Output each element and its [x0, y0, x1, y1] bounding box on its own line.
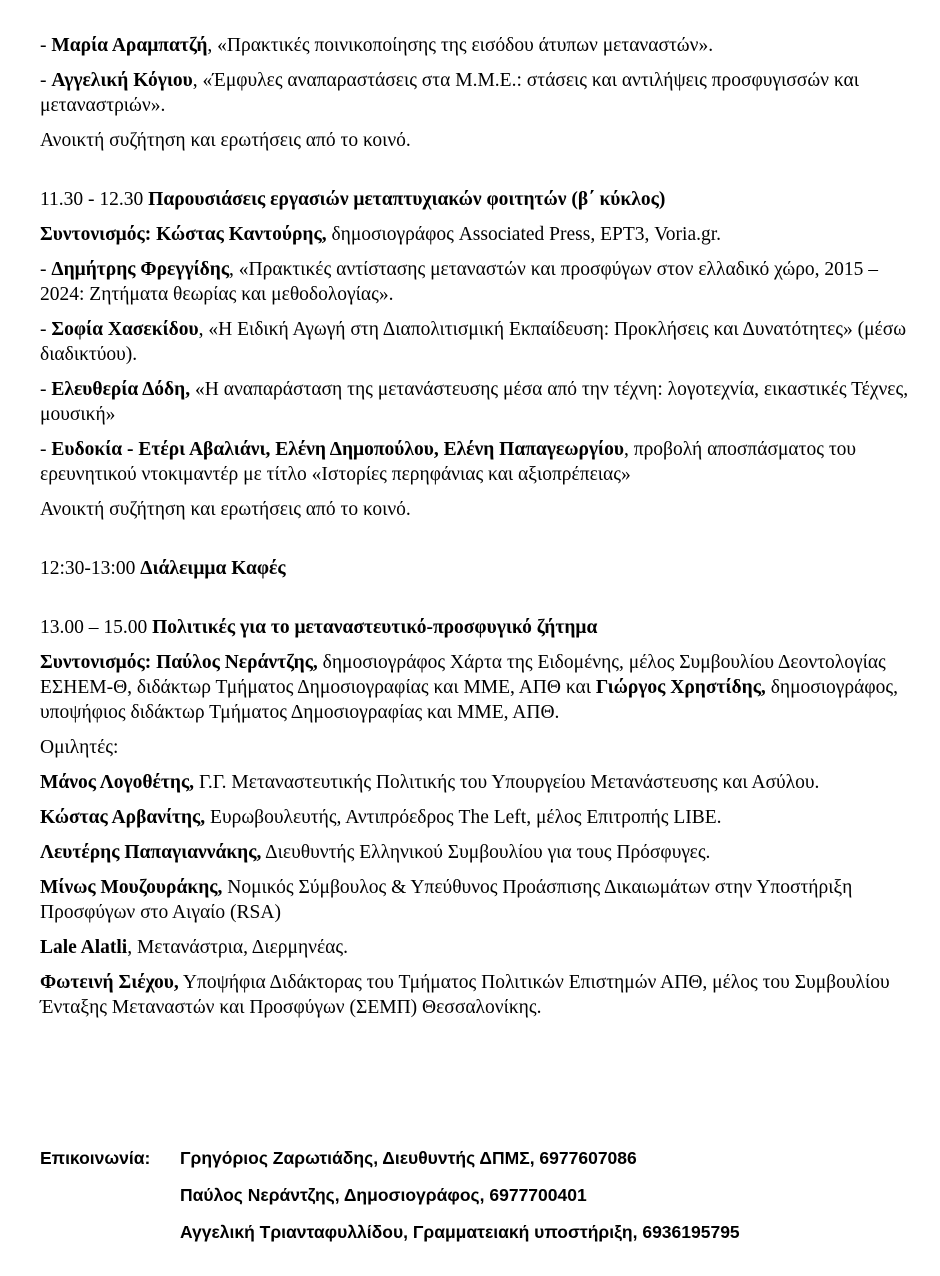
list-item: Λευτέρης Παπαγιαννάκης, Διευθυντής Ελληνικού Συμβουλίου για τους Πρόσφυγες.: [40, 842, 711, 863]
list-item: Κώστας Αρβανίτης, Ευρωβουλευτής, Αντιπρόεδρος The Left, μέλος Επιτροπής LIBE.: [40, 807, 722, 828]
speaker-name: Lale Alatli: [40, 937, 128, 958]
contact-label: Επικοινωνία:: [40, 1148, 151, 1168]
speaker-name: Σοφία Χασεκίδου: [51, 319, 199, 340]
contact-row: [40, 1185, 920, 1222]
speaker-name: Αγγελική Κόγιου: [51, 70, 193, 91]
list-item: Μάνος Λογοθέτης, Γ.Γ. Μεταναστευτικής Πολιτικής του Υπουργείου Μετανάστευσης και Ασύλου.: [40, 772, 820, 793]
speaker-name: Λευτέρης Παπαγιαννάκης,: [40, 842, 262, 863]
list-item: Μίνως Μουζουράκης, Νομικός Σύμβουλος & Υπεύθυνος Προάσπισης Δικαιωμάτων στην Υποστήριξη Προσφύγων στο Αιγαίο (RSA): [40, 877, 853, 923]
contact-row: [40, 1222, 920, 1259]
contact-line: Παύλος Νεράντζης, Δημοσιογράφος, 6977700401: [180, 1185, 587, 1205]
speaker-name: Μίνως Μουζουράκης,: [40, 877, 223, 898]
coordination: Συντονισμός: Παύλος Νεράντζης, δημοσιογράφος Χάρτα της Ειδομένης, μέλος Συμβουλίου Δεοντολογίας ΕΣΗΕΜ-Θ, διδάκτωρ Τμήματος Δημοσιογραφίας και ΜΜΕ, ΑΠΘ και Γιώργος Χρηστίδης, δημοσιογράφος, υποψήφιος διδάκτωρ Τμήματος Δημοσιογραφίας και ΜΜΕ, ΑΠΘ.: [40, 652, 898, 723]
list-item: Lale Alatli, Μετανάστρια, Διερμηνέας.: [40, 937, 348, 958]
speaker-name: Δημήτρης Φρεγγίδης: [51, 259, 230, 280]
session-title: Πολιτικές για το μεταναστευτικό-προσφυγικό ζήτημα: [152, 617, 598, 638]
session-heading: 13.00 – 15.00 Πολιτικές για το μεταναστευτικό-προσφυγικό ζήτημα: [40, 617, 598, 638]
speaker-name: Μαρία Αραμπατζή: [51, 35, 208, 56]
break-heading: 12:30-13:00 Διάλειμμα Καφές: [40, 558, 286, 579]
speakers-label: Ομιλητές:: [40, 737, 119, 758]
contact-line: Αγγελική Τριανταφυλλίδου, Γραμματειακή υποστήριξη, 6936195795: [180, 1222, 740, 1242]
list-item: - Δημήτρης Φρεγγίδης, «Πρακτικές αντίστασης μεταναστών και προσφύγων στον ελλαδικό χώρο, 2015 – 2024: Ζητήματα θεωρίας και μεθοδολογίας».: [40, 259, 879, 305]
list-item: - Αγγελική Κόγιου, «Έμφυλες αναπαραστάσεις στα Μ.Μ.Ε.: στάσεις και αντιλήψεις προσφυγισσών και μεταναστριών».: [40, 70, 859, 116]
program-page: [40, 33, 920, 1020]
list-item: - Ελευθερία Δόδη, «Η αναπαράσταση της μετανάστευσης μέσα από την τέχνη: λογοτεχνία, εικαστικές Τέχνες, μουσική»: [40, 379, 909, 425]
list-item: - Ευδοκία - Ετέρι Αβαλιάνι, Ελένη Δημοπούλου, Ελένη Παπαγεωργίου, προβολή αποσπάσματος του ερευνητικού ντοκιμαντέρ με τίτλο «Ιστορίες περηφάνιας και αξιοπρέπειας»: [40, 439, 857, 485]
contact-block: [40, 1148, 920, 1259]
contact-line: Γρηγόριος Ζαρωτιάδης, Διευθυντής ΔΠΜΣ, 6977607086: [180, 1148, 637, 1168]
speaker-name: Μάνος Λογοθέτης,: [40, 772, 195, 793]
session-title: Παρουσιάσεις εργασιών μεταπτυχιακών φοιτητών (β΄ κύκλος): [148, 189, 666, 210]
contact-row: [40, 1148, 920, 1185]
list-item: - Σοφία Χασεκίδου, «Η Ειδική Αγωγή στη Διαπολιτισμική Εκπαίδευση: Προκλήσεις και Δυνατότητες» (μέσω διαδικτύου).: [40, 319, 907, 365]
speaker-name: Κώστας Αρβανίτης,: [40, 807, 206, 828]
session-heading: 11.30 - 12.30 Παρουσιάσεις εργασιών μεταπτυχιακών φοιτητών (β΄ κύκλος): [40, 189, 666, 210]
list-item: Φωτεινή Σιέχου, Υποψήφια Διδάκτορας του Τμήματος Πολιτικών Επιστημών ΑΠΘ, μέλος του Συμβουλίου Ένταξης Μεταναστών και Προσφύγων (ΣΕΜΠ) Θεσσαλονίκης.: [40, 972, 890, 1018]
discussion-note: Ανοικτή συζήτηση και ερωτήσεις από το κοινό.: [40, 499, 411, 520]
speaker-name: Ευδοκία - Ετέρι Αβαλιάνι, Ελένη Δημοπούλου, Ελένη Παπαγεωργίου: [51, 439, 624, 460]
speaker-name: Φωτεινή Σιέχου,: [40, 972, 179, 993]
coordination: Συντονισμός: Κώστας Καντούρης, δημοσιογράφος Associated Press, ΕΡΤ3, Voria.gr.: [40, 224, 722, 245]
discussion-note: Ανοικτή συζήτηση και ερωτήσεις από το κοινό.: [40, 130, 411, 151]
speaker-name: Ελευθερία Δόδη,: [51, 379, 196, 400]
list-item: - Μαρία Αραμπατζή, «Πρακτικές ποινικοποίησης της εισόδου άτυπων μεταναστών».: [40, 35, 714, 56]
